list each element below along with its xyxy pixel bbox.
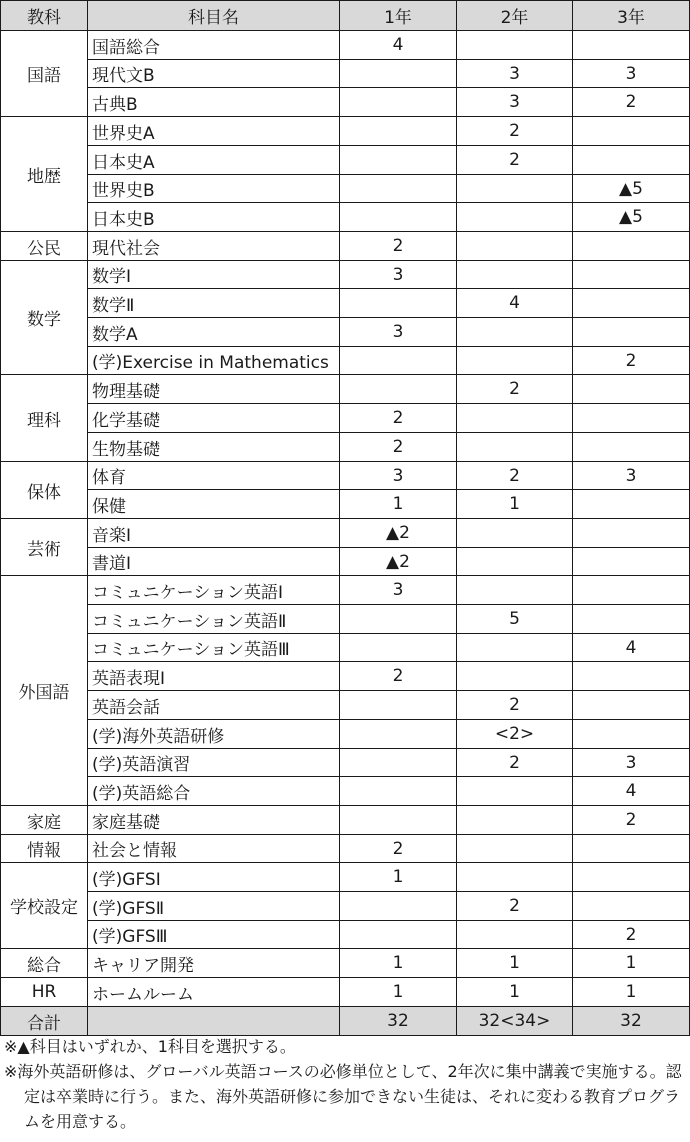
- credit-year2: 2: [457, 146, 573, 175]
- credit-year3: [573, 375, 690, 404]
- subject-name: 日本史A: [88, 146, 340, 175]
- credit-year3: 1: [573, 949, 690, 978]
- header-kyouka: 教科: [0, 0, 88, 31]
- credit-year1: [340, 691, 457, 720]
- credit-year2: [457, 347, 573, 375]
- credit-year3: ▲5: [573, 175, 690, 203]
- group-name: 学校設定: [0, 863, 88, 949]
- credit-year1: ▲2: [340, 519, 457, 548]
- credit-year1: [340, 777, 457, 806]
- group-name: 地歴: [0, 117, 88, 232]
- credit-year3: [573, 892, 690, 921]
- group-name: 公民: [0, 232, 88, 261]
- credit-year1: 2: [340, 404, 457, 433]
- credit-year1: [340, 88, 457, 117]
- group-name: 外国語: [0, 576, 88, 806]
- header-kamoku: 科目名: [88, 0, 340, 31]
- credit-year3: [573, 863, 690, 892]
- subject-name: (学)英語総合: [88, 777, 340, 806]
- subject-name: 書道Ⅰ: [88, 548, 340, 576]
- credit-year3: ▲5: [573, 203, 690, 232]
- header-y3: 3年: [573, 0, 690, 31]
- subject-name: 現代文B: [88, 60, 340, 88]
- credit-year1: [340, 175, 457, 203]
- credit-year3: [573, 289, 690, 318]
- credit-year3: 2: [573, 921, 690, 949]
- subject-name: 英語表現Ⅰ: [88, 662, 340, 691]
- credit-year2: [457, 634, 573, 662]
- credit-year2: 5: [457, 605, 573, 634]
- credit-year3: 3: [573, 462, 690, 490]
- subject-name: (学)GFSⅡ: [88, 892, 340, 921]
- credit-year2: [457, 576, 573, 605]
- credit-year2: 2: [457, 462, 573, 490]
- subject-name: 英語会話: [88, 691, 340, 720]
- subject-name: (学)英語演習: [88, 749, 340, 777]
- subject-name: 保健: [88, 490, 340, 519]
- header-y1: 1年: [340, 0, 457, 31]
- credit-year2: [457, 31, 573, 60]
- credit-year2: [457, 404, 573, 433]
- credit-year3: [573, 691, 690, 720]
- credit-year3: [573, 519, 690, 548]
- credit-year1: [340, 347, 457, 375]
- subject-name: 世界史B: [88, 175, 340, 203]
- subject-name: 家庭基礎: [88, 806, 340, 835]
- subject-name: 古典B: [88, 88, 340, 117]
- credit-year2: 1: [457, 978, 573, 1007]
- credit-year1: 2: [340, 835, 457, 863]
- credit-year3: 3: [573, 60, 690, 88]
- credit-year1: 1: [340, 978, 457, 1007]
- credit-year3: [573, 576, 690, 605]
- credit-year1: [340, 634, 457, 662]
- subject-name: 社会と情報: [88, 835, 340, 863]
- group-name: 情報: [0, 835, 88, 863]
- subject-name: 化学基礎: [88, 404, 340, 433]
- credit-year1: 3: [340, 261, 457, 289]
- credit-year2: 3: [457, 88, 573, 117]
- subject-name: コミュニケーション英語Ⅲ: [88, 634, 340, 662]
- credit-year1: [340, 806, 457, 835]
- credit-year2: <2>: [457, 720, 573, 749]
- credit-year1: ▲2: [340, 548, 457, 576]
- subject-name: 体育: [88, 462, 340, 490]
- credit-year1: 2: [340, 433, 457, 462]
- credit-year2: 3: [457, 60, 573, 88]
- group-name: 保体: [0, 462, 88, 519]
- credit-year2: [457, 548, 573, 576]
- credit-year3: 4: [573, 777, 690, 806]
- credit-year2: [457, 175, 573, 203]
- total-year2: 32<34>: [457, 1007, 573, 1036]
- subject-name: 国語総合: [88, 31, 340, 60]
- credit-year3: [573, 548, 690, 576]
- footnote: ※海外英語研修は、グローバル英語コースの必修単位として、2年次に集中講義で実施する。認定は卒業時に行う。また、海外英語研修に参加できない生徒は、それに変わる教育プログラムを用意する。: [4, 1062, 682, 1131]
- credit-year1: 1: [340, 949, 457, 978]
- credit-year1: 2: [340, 662, 457, 691]
- header-y2: 2年: [457, 0, 573, 31]
- group-name: 国語: [0, 31, 88, 117]
- subject-name: キャリア開発: [88, 949, 340, 978]
- subject-name: (学)GFSⅢ: [88, 921, 340, 949]
- credit-year1: [340, 375, 457, 404]
- subject-name: 日本史B: [88, 203, 340, 232]
- credit-year1: 3: [340, 318, 457, 347]
- credit-year2: 2: [457, 375, 573, 404]
- credit-year3: [573, 404, 690, 433]
- credit-year1: [340, 720, 457, 749]
- footnotes: [4, 1034, 684, 1134]
- group-name: 家庭: [0, 806, 88, 835]
- credit-year1: 3: [340, 462, 457, 490]
- credit-year1: [340, 921, 457, 949]
- credit-year2: [457, 433, 573, 462]
- subject-name: 生物基礎: [88, 433, 340, 462]
- credit-year3: [573, 318, 690, 347]
- credit-year3: [573, 720, 690, 749]
- group-name: 数学: [0, 261, 88, 375]
- credit-year2: 2: [457, 749, 573, 777]
- credit-year3: 2: [573, 806, 690, 835]
- credit-year3: [573, 261, 690, 289]
- total-year3: 32: [573, 1007, 690, 1036]
- credit-year3: [573, 605, 690, 634]
- credit-year3: 1: [573, 978, 690, 1007]
- subject-name: 数学Ⅱ: [88, 289, 340, 318]
- credit-year3: [573, 490, 690, 519]
- credit-year2: [457, 203, 573, 232]
- credit-year3: 3: [573, 749, 690, 777]
- credit-year2: 1: [457, 949, 573, 978]
- credit-year2: [457, 835, 573, 863]
- credit-year2: 1: [457, 490, 573, 519]
- credit-year3: 2: [573, 88, 690, 117]
- credit-year1: 3: [340, 576, 457, 605]
- credit-year2: 2: [457, 691, 573, 720]
- subject-name: 世界史A: [88, 117, 340, 146]
- credit-year1: [340, 289, 457, 318]
- credit-year1: [340, 60, 457, 88]
- subject-name: コミュニケーション英語Ⅰ: [88, 576, 340, 605]
- credit-year2: [457, 519, 573, 548]
- subject-name: (学)海外英語研修: [88, 720, 340, 749]
- group-name: 芸術: [0, 519, 88, 576]
- subject-name: 数学Ⅰ: [88, 261, 340, 289]
- credit-year3: 2: [573, 347, 690, 375]
- credit-year1: 1: [340, 490, 457, 519]
- credit-year3: [573, 232, 690, 261]
- credit-year3: 4: [573, 634, 690, 662]
- credit-year2: 2: [457, 892, 573, 921]
- subject-name: コミュニケーション英語Ⅱ: [88, 605, 340, 634]
- group-name: 総合: [0, 949, 88, 978]
- group-name: HR: [0, 978, 88, 1007]
- subject-name: 数学A: [88, 318, 340, 347]
- footnote: ※▲科目はいずれか、1科目を選択する。: [4, 1037, 296, 1056]
- credit-year1: [340, 146, 457, 175]
- credit-year2: [457, 806, 573, 835]
- credit-year2: [457, 662, 573, 691]
- credit-year1: [340, 749, 457, 777]
- credit-year2: [457, 318, 573, 347]
- subject-name: 物理基礎: [88, 375, 340, 404]
- total-year1: 32: [340, 1007, 457, 1036]
- credit-year3: [573, 433, 690, 462]
- credit-year3: [573, 146, 690, 175]
- subject-name: 現代社会: [88, 232, 340, 261]
- subject-name: ホームルーム: [88, 978, 340, 1007]
- credit-year2: [457, 777, 573, 806]
- subject-name: 音楽Ⅰ: [88, 519, 340, 548]
- credit-year2: 4: [457, 289, 573, 318]
- total-subject: [88, 1007, 340, 1036]
- credit-year2: [457, 232, 573, 261]
- subject-name: (学)Exercise in Mathematics: [88, 347, 340, 375]
- credit-year1: 1: [340, 863, 457, 892]
- credit-year2: [457, 921, 573, 949]
- group-name: 理科: [0, 375, 88, 462]
- total-label: 合計: [0, 1007, 88, 1036]
- credit-year1: [340, 117, 457, 146]
- credit-year1: [340, 203, 457, 232]
- credit-year2: [457, 863, 573, 892]
- credit-year1: [340, 892, 457, 921]
- subject-name: (学)GFSⅠ: [88, 863, 340, 892]
- credit-year2: 2: [457, 117, 573, 146]
- credit-year1: 2: [340, 232, 457, 261]
- credit-year3: [573, 117, 690, 146]
- credit-year3: [573, 662, 690, 691]
- credit-year3: [573, 31, 690, 60]
- credit-year2: [457, 261, 573, 289]
- credit-year1: [340, 605, 457, 634]
- credit-year1: 4: [340, 31, 457, 60]
- credit-year3: [573, 835, 690, 863]
